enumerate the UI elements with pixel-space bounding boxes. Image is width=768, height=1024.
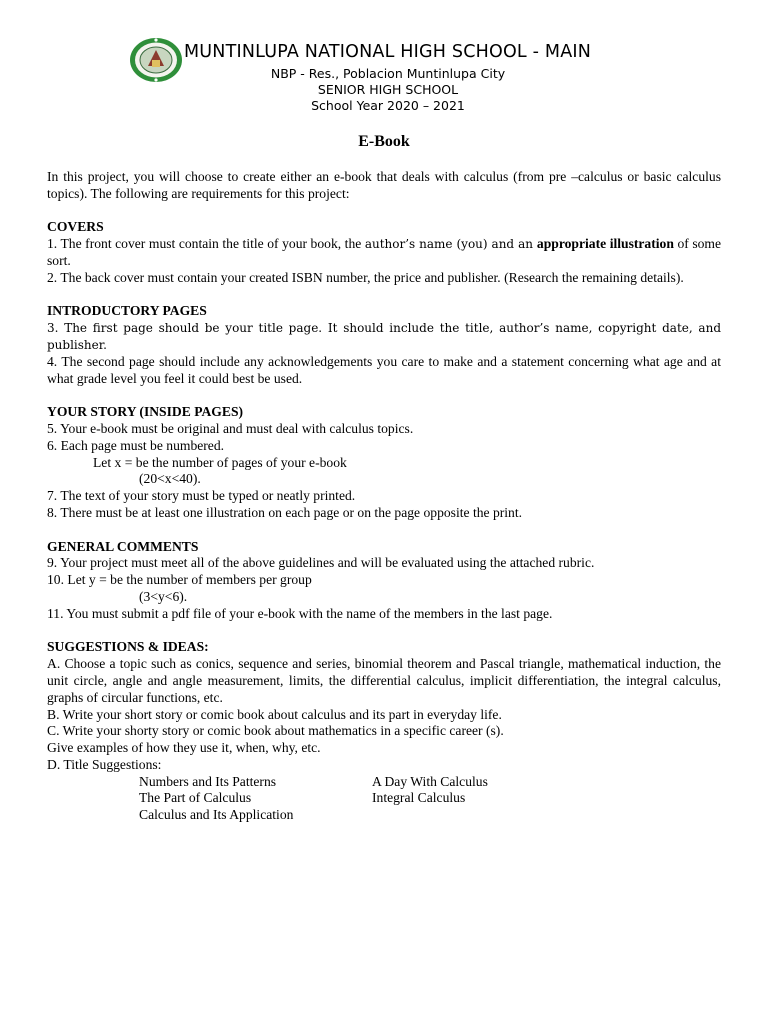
title-suggestion: Calculus and Its Application	[139, 807, 294, 823]
list-item: 8. There must be at least one illustration on each page or on the page opposite the print.	[47, 504, 523, 520]
variable-definition: Let x = be the number of pages of your e-book	[93, 454, 347, 470]
list-item: D. Title Suggestions:	[47, 756, 162, 772]
section-heading-your-story: YOUR STORY (INSIDE PAGES)	[47, 404, 244, 420]
document-body	[47, 169, 721, 824]
list-item: 10. Let y = be the number of members per group	[47, 572, 312, 588]
variable-range: (20<x<40).	[139, 471, 201, 487]
list-item: 1. The front cover must contain the title of your book, the author’s name (you) and an appropriate illustration of some sort.	[47, 236, 722, 268]
school-name: MUNTINLUPA NATIONAL HIGH SCHOOL - MAIN	[184, 42, 592, 62]
title-suggestion: A Day With Calculus	[372, 773, 488, 789]
list-item: 5. Your e-book must be original and must deal with calculus topics.	[47, 420, 414, 436]
school-division: SENIOR HIGH SCHOOL	[317, 82, 459, 97]
section-heading-introductory-pages: INTRODUCTORY PAGES	[47, 303, 207, 319]
list-item: 7. The text of your story must be typed or neatly printed.	[47, 488, 356, 504]
school-address: NBP - Res., Poblacion Muntinlupa City	[270, 66, 506, 81]
list-item: 4. The second page should include any acknowledgements you care to make and a statement concerning what age and at what grade level you feel it could best be used.	[47, 353, 721, 386]
letterhead	[128, 36, 628, 116]
section-heading-general-comments: GENERAL COMMENTS	[47, 538, 199, 554]
list-item: Give examples of how they use it, when, why, etc.	[47, 740, 321, 756]
title-suggestion: Integral Calculus	[372, 790, 466, 806]
title-suggestion: Numbers and Its Patterns	[139, 773, 277, 789]
section-heading-covers: COVERS	[47, 219, 104, 235]
title-suggestions	[47, 774, 721, 824]
list-item: 9. Your project must meet all of the above guidelines and will be evaluated using the attached rubric.	[47, 555, 595, 571]
title-suggestion: The Part of Calculus	[139, 790, 252, 806]
section-heading-suggestions: SUGGESTIONS & IDEAS:	[47, 639, 209, 655]
page-title: E-Book	[358, 133, 410, 150]
list-item: B. Write your short story or comic book about calculus and its part in everyday life.	[47, 706, 502, 722]
list-item: A. Choose a topic such as conics, sequence and series, binomial theorem and Pascal triangle, mathematical induction, the unit circle, angle and angle measurement, limits, the differential calculus, implicit differentiation, the integral calculus, graphs of circular functions, etc.	[47, 656, 721, 705]
intro-paragraph: In this project, you will choose to create either an e-book that deals with calculus (from pre –calculus or basic calculus topics). The following are requirements for this project:	[47, 169, 721, 201]
list-item: C. Write your shorty story or comic book about mathematics in a specific career (s).	[47, 723, 504, 739]
variable-range: (3<y<6).	[139, 588, 188, 604]
list-item: 11. You must submit a pdf file of your e-book with the name of the members in the last page.	[47, 605, 553, 621]
list-item: 3. The first page should be your title page. It should include the title, author’s name, copyright date, and publisher.	[47, 321, 721, 352]
school-year: School Year 2020 – 2021	[311, 98, 465, 113]
list-item: 2. The back cover must contain your created ISBN number, the price and publisher. (Research the remaining details).	[47, 269, 684, 285]
list-item: 6. Each page must be numbered.	[47, 437, 225, 453]
